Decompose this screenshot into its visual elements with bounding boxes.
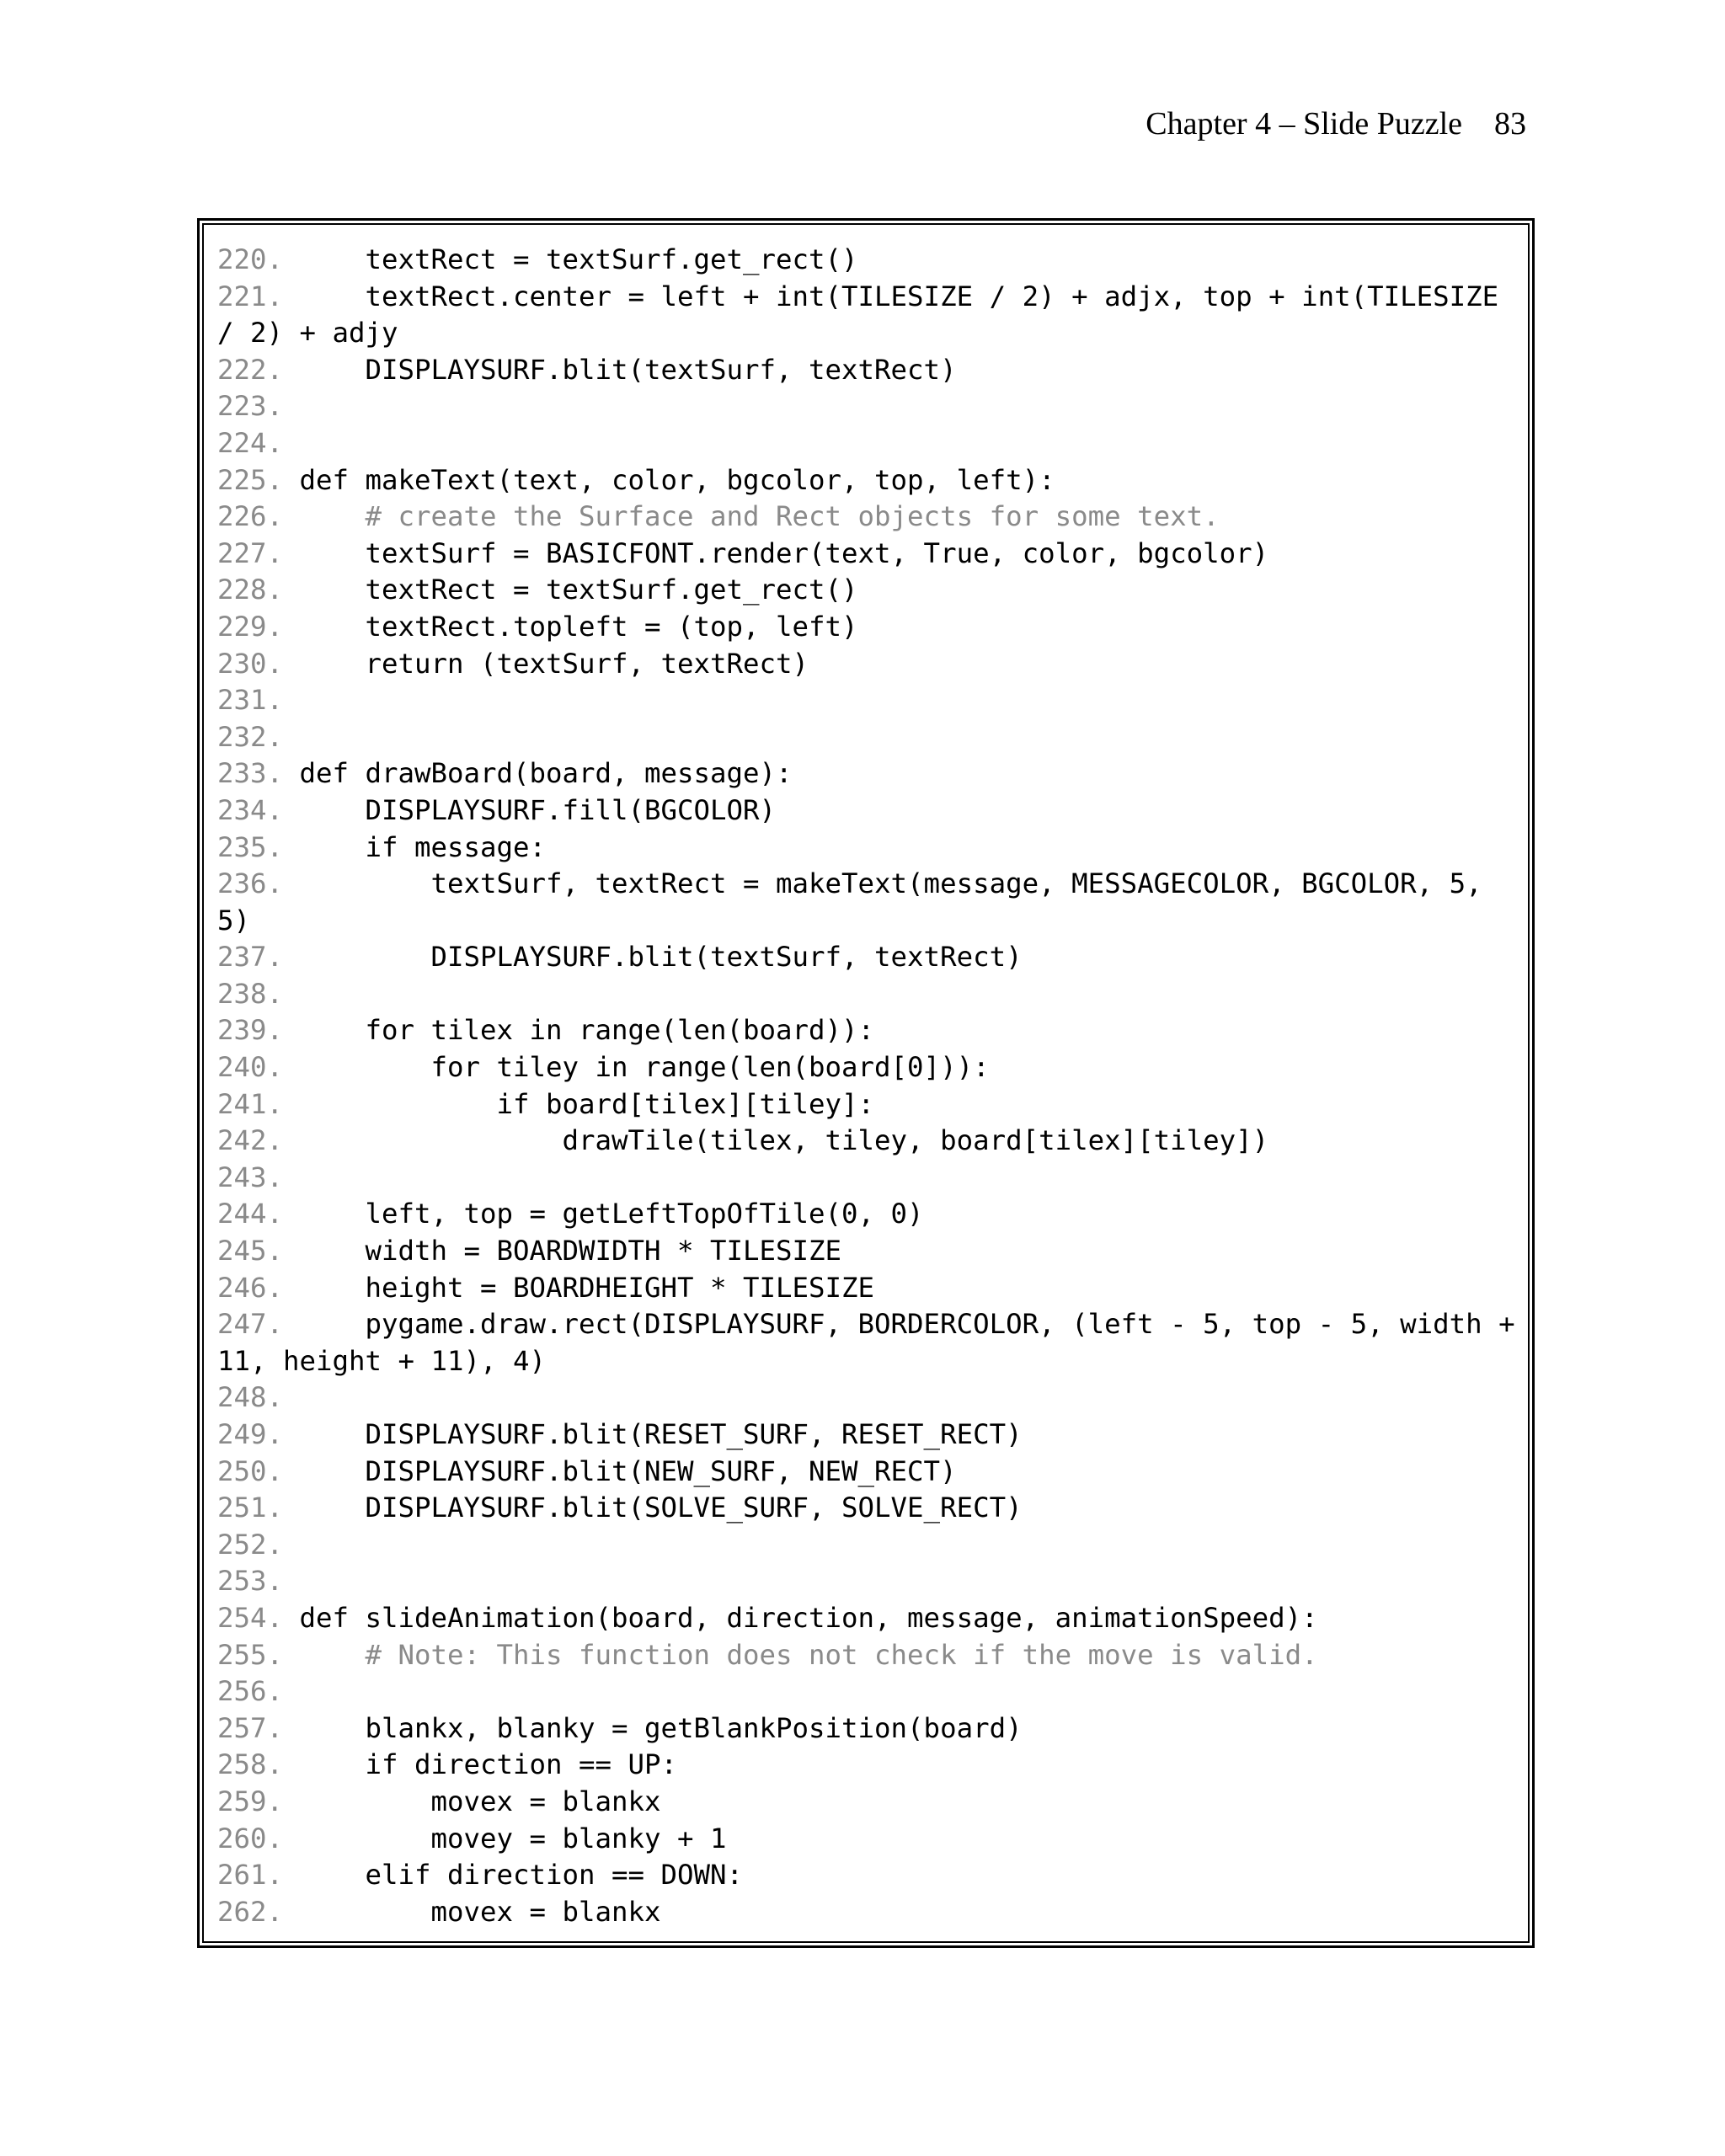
line-number: 227. — [217, 536, 284, 569]
line-separator — [283, 1602, 300, 1634]
code-line — [217, 1012, 1523, 1049]
code-text: DISPLAYSURF.blit(NEW_SURF, NEW_RECT) — [299, 1454, 957, 1487]
line-number: 243. — [217, 1161, 284, 1193]
code-line — [217, 1196, 1523, 1233]
code-line — [217, 866, 1523, 903]
line-number: 232. — [217, 720, 284, 753]
line-number: 241. — [217, 1087, 284, 1120]
line-number: 257. — [217, 1711, 284, 1744]
line-separator — [283, 1088, 300, 1120]
line-separator — [283, 1455, 300, 1487]
line-number: 231. — [217, 684, 284, 717]
line-number: 220. — [217, 243, 284, 275]
code-line — [217, 1454, 1523, 1491]
code-text: textRect.center = left + int(TILESIZE / 2) + adjx, top + int(TILESIZE — [299, 280, 1499, 312]
code-line — [217, 609, 1523, 646]
line-number: 255. — [217, 1638, 284, 1671]
line-separator — [283, 1896, 300, 1928]
code-text: movex = blankx — [299, 1895, 661, 1928]
line-number: 250. — [217, 1454, 284, 1487]
line-separator — [283, 1272, 300, 1304]
code-line — [217, 1343, 1523, 1380]
code-text: textSurf = BASICFONT.render(text, True, color, bgcolor) — [299, 536, 1269, 569]
code-line — [217, 1380, 1523, 1417]
line-separator — [283, 243, 300, 275]
line-separator — [283, 1051, 300, 1083]
line-number: 242. — [217, 1124, 284, 1157]
code-line — [217, 1160, 1523, 1197]
code-line — [217, 1747, 1523, 1784]
line-number: 224. — [217, 426, 284, 459]
code-line — [217, 1527, 1523, 1564]
code-line — [217, 499, 1523, 536]
code-text: height = BOARDHEIGHT * TILESIZE — [299, 1271, 875, 1304]
line-number: 221. — [217, 280, 284, 312]
code-line — [217, 755, 1523, 792]
code-line — [217, 1123, 1523, 1160]
code-line — [217, 1563, 1523, 1600]
code-text: if message: — [299, 830, 547, 863]
code-line — [217, 1894, 1523, 1931]
page-header — [1146, 105, 1526, 142]
line-separator — [283, 1198, 300, 1230]
code-text: for tilex in range(len(board)): — [299, 1014, 875, 1047]
line-separator — [283, 1785, 300, 1817]
line-separator — [283, 1235, 300, 1267]
code-text: movey = blanky + 1 — [299, 1822, 727, 1854]
line-number: 260. — [217, 1822, 284, 1854]
line-number: 246. — [217, 1271, 284, 1304]
code-line — [217, 1233, 1523, 1270]
line-number: 236. — [217, 867, 284, 900]
line-separator — [283, 1748, 300, 1780]
code-text: if direction == UP: — [299, 1748, 678, 1781]
line-number: 244. — [217, 1198, 284, 1230]
line-separator — [283, 1859, 300, 1891]
code-line — [217, 976, 1523, 1013]
line-number: 259. — [217, 1785, 284, 1817]
line-number: 226. — [217, 500, 284, 533]
code-line — [217, 352, 1523, 389]
line-number: 222. — [217, 353, 284, 386]
line-number: 254. — [217, 1601, 284, 1634]
code-line — [217, 1490, 1523, 1527]
line-separator — [283, 354, 300, 386]
line-number: 230. — [217, 647, 284, 680]
line-separator — [283, 648, 300, 680]
line-number: 235. — [217, 830, 284, 863]
code-line — [217, 939, 1523, 976]
code-text: blankx, blanky = getBlankPosition(board) — [299, 1711, 1023, 1744]
code-text: DISPLAYSURF.fill(BGCOLOR) — [299, 793, 777, 826]
code-text: if board[tilex][tiley]: — [299, 1087, 875, 1120]
line-separator — [283, 867, 300, 899]
code-line — [217, 903, 1523, 940]
code-line — [217, 1710, 1523, 1748]
line-separator — [283, 464, 300, 496]
code-text: return (textSurf, textRect) — [299, 647, 809, 680]
line-number: 228. — [217, 574, 284, 606]
line-number: 248. — [217, 1381, 284, 1414]
line-number: 247. — [217, 1308, 284, 1341]
code-text: def slideAnimation(board, direction, message, animationSpeed): — [299, 1601, 1318, 1634]
code-text: DISPLAYSURF.blit(textSurf, textRect) — [299, 353, 957, 386]
code-line — [217, 1306, 1523, 1343]
code-line — [217, 1673, 1523, 1710]
line-number: 249. — [217, 1418, 284, 1450]
line-separator — [283, 941, 300, 973]
chapter-title: Chapter 4 – Slide Puzzle — [1146, 106, 1462, 141]
line-number: 234. — [217, 793, 284, 826]
line-separator — [283, 500, 300, 532]
line-separator — [283, 1308, 300, 1340]
line-separator — [283, 831, 300, 863]
code-text: textRect.topleft = (top, left) — [299, 610, 858, 643]
code-listing — [217, 242, 1523, 1930]
page-number: 83 — [1494, 106, 1526, 141]
line-separator — [283, 1418, 300, 1450]
code-text: textSurf, textRect = makeText(message, MESSAGECOLOR, BGCOLOR, 5, — [299, 867, 1482, 900]
line-number: 252. — [217, 1528, 284, 1561]
code-text: textRect = textSurf.get_rect() — [299, 574, 858, 606]
code-text: for tiley in range(len(board[0])): — [299, 1051, 990, 1084]
line-number: 245. — [217, 1235, 284, 1267]
code-line — [217, 830, 1523, 867]
line-separator — [283, 1492, 300, 1524]
line-separator — [283, 757, 300, 789]
line-number: 238. — [217, 977, 284, 1010]
line-number: 225. — [217, 463, 284, 496]
code-line — [217, 1270, 1523, 1307]
code-line — [217, 682, 1523, 719]
line-separator — [283, 280, 300, 312]
code-text: DISPLAYSURF.blit(SOLVE_SURF, SOLVE_RECT) — [299, 1492, 1023, 1524]
code-text: / 2) + adjy — [217, 317, 398, 350]
code-line — [217, 1857, 1523, 1894]
code-line — [217, 572, 1523, 609]
line-separator — [283, 1124, 300, 1156]
line-number: 256. — [217, 1675, 284, 1708]
code-line — [217, 388, 1523, 425]
line-number: 229. — [217, 610, 284, 643]
line-number: 223. — [217, 390, 284, 423]
code-line — [217, 462, 1523, 499]
code-text: drawTile(tilex, tiley, board[tilex][tiley]) — [299, 1124, 1269, 1157]
line-separator — [283, 1014, 300, 1046]
line-separator — [283, 574, 300, 606]
code-text: textRect = textSurf.get_rect() — [299, 243, 858, 275]
code-line — [217, 1086, 1523, 1123]
code-line — [217, 792, 1523, 830]
code-line — [217, 719, 1523, 756]
line-number: 251. — [217, 1492, 284, 1524]
code-comment: # Note: This function does not check if the move is valid. — [299, 1638, 1318, 1671]
code-text: DISPLAYSURF.blit(RESET_SURF, RESET_RECT) — [299, 1418, 1023, 1450]
line-separator — [283, 537, 300, 569]
code-line — [217, 1600, 1523, 1637]
line-number: 261. — [217, 1859, 284, 1892]
code-text: 5) — [217, 904, 251, 937]
line-number: 240. — [217, 1051, 284, 1084]
code-text: width = BOARDWIDTH * TILESIZE — [299, 1235, 842, 1267]
code-text: movex = blankx — [299, 1785, 661, 1817]
line-number: 237. — [217, 941, 284, 974]
code-line — [217, 1784, 1523, 1821]
code-text: def drawBoard(board, message): — [299, 757, 793, 790]
code-line — [217, 279, 1523, 316]
code-line — [217, 536, 1523, 573]
line-number: 233. — [217, 757, 284, 790]
line-separator — [283, 1712, 300, 1744]
code-line — [217, 242, 1523, 279]
line-separator — [283, 794, 300, 826]
code-comment: # create the Surface and Rect objects for some text. — [299, 500, 1220, 533]
line-separator — [283, 611, 300, 643]
code-text: left, top = getLeftTopOfTile(0, 0) — [299, 1198, 924, 1230]
line-separator — [283, 1639, 300, 1671]
code-line — [217, 1821, 1523, 1858]
code-text: elif direction == DOWN: — [299, 1859, 744, 1892]
code-line — [217, 425, 1523, 462]
code-text: def makeText(text, color, bgcolor, top, left): — [299, 463, 1055, 496]
code-text: 11, height + 11), 4) — [217, 1344, 547, 1377]
code-text: pygame.draw.rect(DISPLAYSURF, BORDERCOLOR, (left - 5, top - 5, width + — [299, 1308, 1515, 1341]
line-separator — [283, 1822, 300, 1854]
code-line — [217, 646, 1523, 683]
code-line — [217, 315, 1523, 352]
code-line — [217, 1417, 1523, 1454]
line-number: 262. — [217, 1895, 284, 1928]
line-number: 258. — [217, 1748, 284, 1781]
code-line — [217, 1049, 1523, 1086]
line-number: 253. — [217, 1565, 284, 1598]
line-number: 239. — [217, 1014, 284, 1047]
code-text: DISPLAYSURF.blit(textSurf, textRect) — [299, 941, 1023, 974]
code-line — [217, 1637, 1523, 1674]
